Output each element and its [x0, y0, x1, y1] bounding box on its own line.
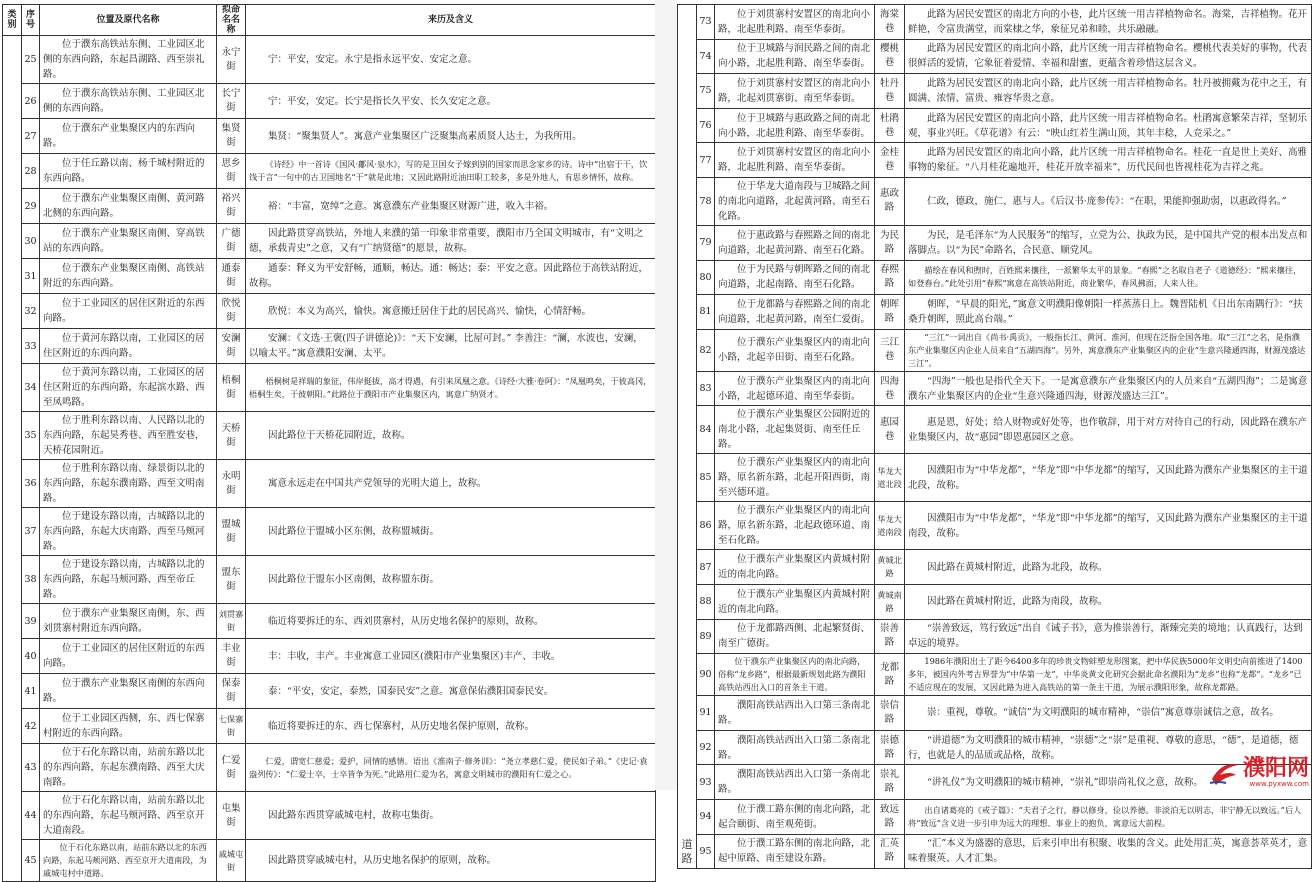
row-number: 90 — [697, 654, 715, 696]
table-row — [678, 454, 1312, 502]
row-location: 位于濮东产业集聚区内的南北向小路，北起德环道、南至华泰街。 — [715, 371, 875, 406]
table-row — [3, 412, 656, 460]
row-origin: 此路为居民安置区的南北方向的小巷，此片区统一用吉祥植物命名。海棠，吉祥植物。花开鲜艳，令富贵满堂，而棠棣之华，象征兄弟和睦，共乐融融。 — [905, 5, 1312, 40]
row-location: 位于胜利东路以南、人民路以北的东西向路，东起昊秀巷、西至胜安巷，天桥花园附近。 — [40, 412, 217, 460]
row-origin: 安澜：《文选·王褒(四子讲德论)》：“天下安澜，比屋可封。” 李善注：“澜，水波也，安澜，以喻太平。”寓意濮阳安澜、太平。 — [246, 329, 656, 364]
row-proposed-name: 为民路 — [875, 225, 905, 260]
row-origin: 集贤：“聚集贤人”。寓意产业集聚区广泛聚集高素质贤人达士，为我所用。 — [246, 119, 656, 154]
row-origin: 寓意永远走在中国共产党领导的光明大道上，故称。 — [246, 460, 656, 508]
header-proposed-name: 拟命名名称 — [217, 5, 246, 36]
table-row — [678, 619, 1312, 654]
row-origin: 1986年濮阳出土了距今6400多年的珍贵文物蚌塑龙形图案，把中华民族5000年文明史向前推进了1400多年，被国内外考古界誉为“中华第一龙”，中华炎黄文化研究会据此命名濮阳为“龙乡”也称“龙都”。“龙乡”已不适应现在的发展，又因此路为进入高铁站的第一条主干道，为展示濮阳形象，故称龙都路。 — [905, 654, 1312, 696]
row-origin: 《诗经》中一首诗《国风·鄘风·泉水》，写的是卫国女子嫁到别的国家而思念家乡的诗。诗中“出宿于干，饮饯于言”一句中的古卫国地名“干”就是此地；又因此路附近油田职工较多，多是外地人，有思乡情怀，故称。 — [246, 154, 656, 189]
row-location: 位于濮东高铁站东侧、工业园区北侧的东西向路，东起昌湖路、西至崇礼路。 — [40, 36, 217, 84]
table-row — [3, 508, 656, 556]
table-row — [678, 39, 1312, 74]
row-proposed-name: 安澜街 — [217, 329, 246, 364]
row-location: 位于濮东产业集聚区公园附近的南北小路，北起集贤街、南至任丘路。 — [715, 406, 875, 454]
row-number: 85 — [697, 454, 715, 502]
row-number: 95 — [697, 834, 715, 869]
table-row — [3, 84, 656, 119]
row-origin: 丰：丰收，丰产。丰业寓意工业园区(濮阳市产业集聚区)丰产、丰收。 — [246, 639, 656, 674]
left-page — [2, 4, 655, 882]
right-table-body — [678, 5, 1312, 869]
row-location: 位于胜利东路以南、绿景街以北的东西向路，东起东濮南路、西至文明南路。 — [40, 460, 217, 508]
row-proposed-name: 海棠巷 — [875, 5, 905, 40]
row-number: 32 — [22, 294, 40, 329]
table-row — [678, 834, 1312, 869]
row-location: 濮阳高铁站西出入口第二条南北路。 — [715, 730, 875, 765]
table-row — [3, 792, 656, 840]
row-location: 位于卫城路与惠政路之间的南北向小路，北起胜利路、南至华泰街。 — [715, 108, 875, 143]
table-row — [678, 225, 1312, 260]
table-row — [678, 74, 1312, 109]
row-origin: 因此路东西贯穿戚城屯村，故称屯集街。 — [246, 792, 656, 840]
row-origin: 此路为居民安置区的南北向小路，此片区统一用吉祥植物命名。樱桃代表美好的事物，代表很鲜活的爱情，它象征着爱情、幸福和甜蜜，更蕴含着珍惜这层含义。 — [905, 39, 1312, 74]
row-number: 91 — [697, 696, 715, 731]
row-proposed-name: 四海巷 — [875, 371, 905, 406]
row-origin: 通泰：释义为平安舒畅，通顺，畅达。通：畅达；泰：平安之意。因此路位于高铁站附近，故称。 — [246, 259, 656, 294]
row-proposed-name: 仁爱街 — [217, 744, 246, 792]
row-proposed-name: 惠园巷 — [875, 406, 905, 454]
row-proposed-name: 华龙大道南段 — [875, 502, 905, 550]
row-proposed-name: 龙都路 — [875, 654, 905, 696]
row-number: 81 — [697, 295, 715, 330]
table-row — [3, 329, 656, 364]
row-origin: 裕：“丰富，宽绰”之意。寓意濮东产业集聚区财源广进，收入丰裕。 — [246, 189, 656, 224]
row-number: 28 — [22, 154, 40, 189]
table-row — [678, 143, 1312, 178]
row-location: 位于刘贯寨村安置区的南北向小路，北起胜利路、南至华泰街。 — [715, 5, 875, 40]
category-cell: 道路 — [678, 5, 697, 869]
row-origin: “四海”一般也是指代全天下。一是寓意濮东产业集聚区内的人员来自“五湖四海”；二是寓意濮东产业集聚区内的企业“生意兴隆通四海，财源茂盛达三江”。 — [905, 371, 1312, 406]
row-origin: 欣悦：本义为高兴，愉快。寓意搬迁居住于此的居民高兴、愉快，心情舒畅。 — [246, 294, 656, 329]
page-gutter — [655, 0, 677, 790]
row-number: 27 — [22, 119, 40, 154]
row-proposed-name: 盟城街 — [217, 508, 246, 556]
row-number: 79 — [697, 225, 715, 260]
row-proposed-name: 崇德路 — [875, 730, 905, 765]
table-row — [3, 460, 656, 508]
row-location: 位于华龙大道南段与卫城路之间的南北向道路，北起黄河路、南至石化路。 — [715, 177, 875, 225]
table-row — [678, 654, 1312, 696]
row-origin: 因濮阳市为“中华龙都”，“华龙”即“中华龙都”的缩写，又因此路为濮东产业集聚区的主干道北段，故称。 — [905, 454, 1312, 502]
row-origin: 因此路位于天桥花园附近，故称。 — [246, 412, 656, 460]
row-origin: 因此路贯穿戚城屯村，从历史地名保护的原则，故称。 — [246, 840, 656, 882]
row-proposed-name: 金桂巷 — [875, 143, 905, 178]
row-origin: 朝晖，“早晨的阳光，”寓意文明濮阳像朝阳一样蒸蒸日上。魏晋陆机《日出东南隅行》：“扶桑升朝晖，照此高台端。” — [905, 295, 1312, 330]
row-proposed-name: 樱桃巷 — [875, 39, 905, 74]
category-cell — [3, 36, 22, 882]
row-location: 位于龙都路与春熙路之间的南北向道路，北起黄河路，南至仁爱街。 — [715, 295, 875, 330]
row-number: 37 — [22, 508, 40, 556]
row-number: 86 — [697, 502, 715, 550]
row-number: 29 — [22, 189, 40, 224]
row-origin: 梧桐树是祥瑞的象征，伟岸挺拔，高才得遇，有引来凤凰之意。《诗经·大雅·卷阿》：“凤凰鸣矣，于彼高冈，梧桐生矣，于彼朝阳。”此路位于濮阳市产业集聚区内，寓意广纳贤才。 — [246, 364, 656, 412]
row-origin: 仁爱，谓宽仁慈爱；爱护，同情的感情。语出《淮南子·修务训》：“尧立孝慈仁爱，使民如子弟。”《史记·袁盎列传》：“仁爱士卒，士卒皆争为死。”此路用仁爱为名，寓意文明城市的濮阳有仁爱之心。 — [246, 744, 656, 792]
row-origin: 惠是恩，好处；给人财物或好处等，也作敬辞，用于对方对待自己的行动，因此路在濮东产业集聚区内，故“惠园”即恩惠园区之意。 — [905, 406, 1312, 454]
watermark-brand: 濮阳网 — [1242, 756, 1309, 781]
row-origin: 此路为居民安置区的南北向小路，此片区统一用吉祥植物命名。杜鹃寓意繁荣吉祥，坚韧乐观，事业兴旺。《草花谱》有云：“映山红若生满山顶，其年丰稔，人竞采之。” — [905, 108, 1312, 143]
row-number: 25 — [22, 36, 40, 84]
row-location: 位于为民路与朝晖路之间的南北向道路，北起南路、南至石化路。 — [715, 260, 875, 295]
row-proposed-name: 长宁街 — [217, 84, 246, 119]
row-proposed-name: 欣悦街 — [217, 294, 246, 329]
row-origin: 宁：平安，安定。长宁是指长久平安、长久安定之意。 — [246, 84, 656, 119]
row-origin: 为民，是毛泽东“为人民服务”的缩写，立党为公、执政为民，是中国共产党的根本出发点和落脚点。以“为民”命路名，合民意、顺党风。 — [905, 225, 1312, 260]
row-location: 位于濮东产业集聚区内的南北向路，原名新东路，北起开阳西街，南至兴德环道。 — [715, 454, 875, 502]
header-category: 类别 — [3, 5, 22, 36]
row-proposed-name: 丰业街 — [217, 639, 246, 674]
row-origin: 崇：重视，尊敬。“诚信”为文明濮阳的城市精神，“崇信”寓意尊崇诚信之意，故名。 — [905, 696, 1312, 731]
table-row — [3, 189, 656, 224]
table-row — [3, 744, 656, 792]
row-location: 位于建设东路以南，古城路以北的东西向路，东起大庆南路、西至马颊河路。 — [40, 508, 217, 556]
row-origin: 因此路在黄城村附近，此路为北段，故称。 — [905, 550, 1312, 585]
row-number: 75 — [697, 74, 715, 109]
row-proposed-name: 通泰街 — [217, 259, 246, 294]
row-location: 位于任丘路以南、杨千城村附近的东西向路。 — [40, 154, 217, 189]
row-number: 35 — [22, 412, 40, 460]
row-location: 位于石化东路以南，站前东路以北的东西向路，东起东濮南路、西至大庆南路。 — [40, 744, 217, 792]
table-row — [3, 224, 656, 259]
table-row — [678, 295, 1312, 330]
row-number: 88 — [697, 584, 715, 619]
row-number: 76 — [697, 108, 715, 143]
row-number: 87 — [697, 550, 715, 585]
row-location: 位于濮东高铁站东侧、工业园区北侧的东西向路。 — [40, 84, 217, 119]
row-number: 93 — [697, 765, 715, 800]
row-location: 位于卫城路与润民路之间的南北向小路，北起胜利路、南至华泰街。 — [715, 39, 875, 74]
table-row — [3, 639, 656, 674]
row-proposed-name: 崇礼路 — [875, 765, 905, 800]
row-location: 位于濮东产业集聚区内的东西向路。 — [40, 119, 217, 154]
row-number: 38 — [22, 556, 40, 604]
row-number: 31 — [22, 259, 40, 294]
row-origin: “讲道德”为文明濮阳的城市精神，“崇德”之“崇”是重视、尊敬的意思，“德”，是道德，德行，也就是人的品质或品格，故称。 — [905, 730, 1312, 765]
row-location: 位于濮东产业集聚区南侧，东、西刘贯寨村附近东西向路。 — [40, 604, 217, 639]
row-origin: “三江”一词出自《尚书·禹贡》，一般指长江、黄河、淮河，但现在泛指全国各地。取“三江”之名，是指濮东产业集聚区内企业人员来自“五湖四海”。另外，寓意濮东产业集聚区内的企业“生意兴隆通四海，财源茂盛达三江”。 — [905, 329, 1312, 371]
row-number: 74 — [697, 39, 715, 74]
right-table — [677, 4, 1312, 869]
row-number: 84 — [697, 406, 715, 454]
table-row — [678, 406, 1312, 454]
left-table-body — [3, 36, 656, 882]
row-location: 位于刘贯寨村安置区的南北向小路，北起胜利路、南至华泰街。 — [715, 143, 875, 178]
row-proposed-name: 永明街 — [217, 460, 246, 508]
row-origin: 出自诸葛亮的《戒子篇》：“夫君子之行，静以修身，俭以养德。非淡泊无以明志，非宁静无以致远。”后人将“致远”含义进一步引申为远大的理想、事业上的抱负，寓意远大前程。 — [905, 799, 1312, 834]
table-row — [3, 294, 656, 329]
table-row — [3, 556, 656, 604]
table-row — [678, 550, 1312, 585]
row-proposed-name: 七保寨街 — [217, 709, 246, 744]
row-location: 位于濮东产业集聚区内黄城村附近的南北向路。 — [715, 584, 875, 619]
row-number: 77 — [697, 143, 715, 178]
row-proposed-name: 屯集街 — [217, 792, 246, 840]
row-proposed-name: 裕兴街 — [217, 189, 246, 224]
row-number: 45 — [22, 840, 40, 882]
row-number: 26 — [22, 84, 40, 119]
row-proposed-name: 致远路 — [875, 799, 905, 834]
table-row — [678, 371, 1312, 406]
row-number: 73 — [697, 5, 715, 40]
row-location: 濮阳高铁站西出入口第一条南北路。 — [715, 765, 875, 800]
row-proposed-name: 永宁街 — [217, 36, 246, 84]
row-location: 位于濮东产业集聚区内的南北向路，俗称“龙乡路”，根据最新规划此路为濮阳高铁站西出入口的首条主干道。 — [715, 654, 875, 696]
row-location: 位于黄河东路以南，工业园区的居住区附近的东西向路，东起滨水路、西至凤鸣路。 — [40, 364, 217, 412]
row-proposed-name: 思乡街 — [217, 154, 246, 189]
row-proposed-name: 梧桐街 — [217, 364, 246, 412]
row-proposed-name: 刘贯寨街 — [217, 604, 246, 639]
table-row — [3, 154, 656, 189]
row-proposed-name: 华龙大道北段 — [875, 454, 905, 502]
row-number: 92 — [697, 730, 715, 765]
row-number: 36 — [22, 460, 40, 508]
table-row — [678, 502, 1312, 550]
row-location: 位于濮东产业集聚区南侧、黄河路北侧的东西向路。 — [40, 189, 217, 224]
row-location: 位于刘贯寨村安置区的南北向小路，北起刘贯寨街、南至华泰街。 — [715, 74, 875, 109]
table-row — [3, 364, 656, 412]
row-origin: 因此路在黄城村附近，此路为南段，故称。 — [905, 584, 1312, 619]
row-location: 位于惠政路与春熙路之间的南北向道路，北起黄河路、南至石化路。 — [715, 225, 875, 260]
row-origin: “汇”本义为盛器的意思，后来引申出有积聚、收集的含义。此处用汇英，寓意荟萃英才，意味着聚英、人才汇集。 — [905, 834, 1312, 869]
row-origin: 仁政，德政，施仁、惠与人。《后汉书·庞参传》：“在职，果能抑强助弱，以惠政得名。” — [905, 177, 1312, 225]
table-row — [678, 696, 1312, 731]
row-proposed-name: 三江巷 — [875, 329, 905, 371]
table-row — [3, 119, 656, 154]
row-proposed-name: 盟东街 — [217, 556, 246, 604]
row-proposed-name: 春熙路 — [875, 260, 905, 295]
row-location: 位于龙都路西侧、北起繁贤街、南至广德街。 — [715, 619, 875, 654]
row-location: 位于工业园区的居住区附近的东西向路。 — [40, 639, 217, 674]
row-proposed-name: 惠政路 — [875, 177, 905, 225]
row-number: 78 — [697, 177, 715, 225]
row-origin: 临近将要拆迁的东、西七保寨村，从历史地名保护原则，故称。 — [246, 709, 656, 744]
row-origin: “讲礼仪”为文明濮阳的城市精神，“崇礼”即崇尚礼仪之意，故称。 — [905, 765, 1312, 800]
row-origin: 此路为居民安置区的南北向小路，此片区统一用吉祥植物命名。桂花一直是世上美好、高雅事物的象征。“八月桂花遍地开，桂花开放幸福来”，历代民间也皆视桂花为吉祥之兆。 — [905, 143, 1312, 178]
row-proposed-name: 黄城南路 — [875, 584, 905, 619]
row-number: 94 — [697, 799, 715, 834]
row-origin: 因此路位于盟城小区东侧，故称盟城街。 — [246, 508, 656, 556]
row-origin: 泰：“平安，安定，泰然，国泰民安”之意。寓意保佑濮阳国泰民安。 — [246, 674, 656, 709]
table-row — [678, 329, 1312, 371]
table-row — [3, 840, 656, 882]
row-number: 42 — [22, 709, 40, 744]
row-origin: 宁：平安，安定。永宁是指永远平安、安定之意。 — [246, 36, 656, 84]
pyxww-logo-icon — [1208, 759, 1240, 787]
row-location: 位于黄河东路以南，工业园区的居住区附近的东西向路。 — [40, 329, 217, 364]
row-location: 位于石化东路以南，站前东路以北的东西向路，东起马颊河路、西至京开大道南段。 — [40, 792, 217, 840]
row-origin: “崇善致远，笃行致远”出自《诫子书》，意为推崇善行，渐臻完美的境地；认真践行，达到卓远的境界。 — [905, 619, 1312, 654]
row-number: 40 — [22, 639, 40, 674]
row-number: 30 — [22, 224, 40, 259]
row-origin: 临近将要拆迁的东、西刘贯寨村，从历史地名保护的原则，故称。 — [246, 604, 656, 639]
row-location: 位于濮东产业集聚区内的南北向小路，北起辛田街、南至石化路。 — [715, 329, 875, 371]
row-proposed-name: 崇善路 — [875, 619, 905, 654]
left-header-row — [3, 5, 656, 36]
table-row — [678, 799, 1312, 834]
row-location: 位于工业园区的居住区附近的东西向路。 — [40, 294, 217, 329]
header-location: 位置及原代名称 — [40, 5, 217, 36]
table-row — [678, 108, 1312, 143]
row-location: 位于濮工路东侧的南北向路，北起中原路、南至建设东路。 — [715, 834, 875, 869]
row-proposed-name: 杜鹃巷 — [875, 108, 905, 143]
row-proposed-name: 牡丹巷 — [875, 74, 905, 109]
table-row — [3, 674, 656, 709]
row-number: 80 — [697, 260, 715, 295]
row-location: 位于濮东产业集聚区内黄城村附近的南北向路。 — [715, 550, 875, 585]
row-proposed-name: 汇英路 — [875, 834, 905, 869]
left-table — [2, 4, 656, 882]
row-number: 44 — [22, 792, 40, 840]
row-origin: 描绘在春风和煦时，百姓熙来攘往，一派繁华太平的景象。“春熙”之名取自老子《道德经》：“熙来攘往，如登春台。”此处引用“春熙”寓意在高铁站附近，商业繁华，春风拂面，人来人往。 — [905, 260, 1312, 295]
row-location: 濮阳高铁站西出入口第三条南北路。 — [715, 696, 875, 731]
row-location: 位于石化东路以南，站前东路以北的东西向路，东起马颊河路、西至京开大道南段，为戚城屯村中道路。 — [40, 840, 217, 882]
row-proposed-name: 天桥街 — [217, 412, 246, 460]
row-proposed-name: 戚城屯街 — [217, 840, 246, 882]
table-row — [3, 36, 656, 84]
row-proposed-name: 朝晖路 — [875, 295, 905, 330]
table-row — [3, 604, 656, 639]
row-location: 位于工业园区西侧，东、西七保寨村附近的东西向路。 — [40, 709, 217, 744]
row-number: 39 — [22, 604, 40, 639]
row-proposed-name: 黄城北路 — [875, 550, 905, 585]
row-number: 82 — [697, 329, 715, 371]
row-number: 43 — [22, 744, 40, 792]
row-number: 89 — [697, 619, 715, 654]
table-row — [678, 177, 1312, 225]
table-row — [678, 260, 1312, 295]
site-watermark — [1208, 758, 1309, 788]
row-origin: 因此路贯穿高铁站，外地人来濮的第一印象非常重要，濮阳市乃全国文明城市，有“文明之德，承载青史”之意，又有“广纳贤德”的愿景，故称。 — [246, 224, 656, 259]
table-row — [678, 584, 1312, 619]
watermark-url: www.pyxww.com — [1249, 780, 1309, 788]
row-proposed-name: 广德街 — [217, 224, 246, 259]
row-location: 位于濮东产业集聚区南侧、穿高铁站的东西向路。 — [40, 224, 217, 259]
table-row — [3, 709, 656, 744]
table-row — [678, 5, 1312, 40]
row-location: 位于濮东产业集聚区内的南北向路，原名新东路，北起政德环道、南至石化路。 — [715, 502, 875, 550]
header-origin: 来历及含义 — [246, 5, 656, 36]
row-proposed-name: 崇信路 — [875, 696, 905, 731]
row-number: 41 — [22, 674, 40, 709]
header-number: 序号 — [22, 5, 40, 36]
row-origin: 因此路位于盟东小区南侧，故称盟东街。 — [246, 556, 656, 604]
row-location: 位于濮工路东侧的南北向路，北起合颐街、南至观苑街。 — [715, 799, 875, 834]
row-origin: 此路为居民安置区的南北向小路，此片区统一用吉祥植物命名。牡丹被拥戴为花中之王，有圆满、浓情、富贵、雍容华贵之意。 — [905, 74, 1312, 109]
row-location: 位于建设东路以南，古城路以北的东西向路，东起马颊河路、西至帝丘路。 — [40, 556, 217, 604]
row-number: 83 — [697, 371, 715, 406]
row-number: 34 — [22, 364, 40, 412]
row-proposed-name: 集贤街 — [217, 119, 246, 154]
row-location: 位于濮东产业集聚区南侧的东西向路。 — [40, 674, 217, 709]
row-location: 位于濮东产业集聚区南侧、高铁站附近的东西向路。 — [40, 259, 217, 294]
row-origin: 因濮阳市为“中华龙都”，“华龙”即“中华龙都”的缩写，又因此路为濮东产业集聚区的主干道南段，故称。 — [905, 502, 1312, 550]
row-proposed-name: 保泰街 — [217, 674, 246, 709]
right-page — [677, 4, 1311, 869]
row-number: 33 — [22, 329, 40, 364]
table-row — [3, 259, 656, 294]
